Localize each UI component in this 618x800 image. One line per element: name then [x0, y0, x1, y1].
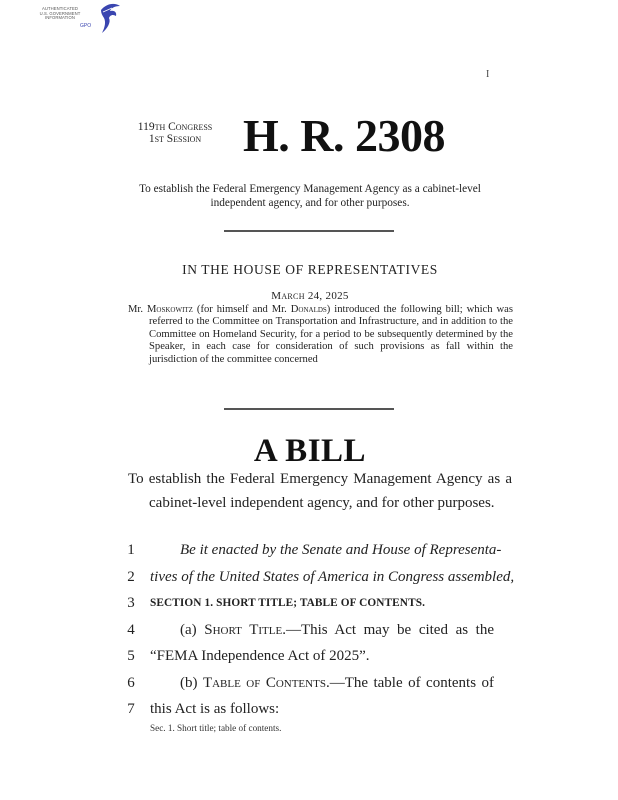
eagle-icon: [98, 2, 122, 36]
gpo-line-3: INFORMATION: [44, 15, 76, 21]
intro-middle: (for himself and Mr.: [192, 304, 291, 315]
congress-session-block: [120, 121, 230, 145]
gpo-badge-text: [20, 7, 100, 21]
divider-rule: [224, 230, 394, 232]
section-heading: SECTION 1. SHORT TITLE; TABLE OF CONTENTS.: [150, 597, 426, 609]
session-label: 1st Session: [148, 133, 202, 145]
bill-line: [124, 537, 502, 564]
line-number: 4: [127, 621, 135, 638]
cosponsor-name: Donalds: [290, 304, 327, 315]
bill-number: H. R. 2308: [243, 110, 445, 161]
bill-text-lines: [124, 537, 515, 723]
bill-line: [124, 643, 494, 670]
chamber-heading: IN THE HOUSE OF REPRESENTATIVES: [182, 262, 438, 277]
divider-rule: [224, 408, 394, 410]
toc-clause: [150, 670, 494, 697]
line-number: 5: [127, 648, 135, 664]
bill-line: [124, 617, 494, 644]
enacting-clause: Be it enacted by the Senate and House of Representa-: [180, 542, 502, 558]
subsection-marker: (b): [180, 674, 203, 691]
introduction-statement: [128, 304, 513, 366]
line-number: 6: [127, 674, 135, 691]
table-of-contents-entry: Sec. 1. Short title; table of contents.: [150, 723, 282, 733]
gpo-line-2: U.S. GOVERNMENT: [39, 10, 81, 16]
bill-line: [124, 564, 515, 591]
line-number: 7: [127, 701, 135, 717]
gpo-authentication-badge: [20, 2, 120, 38]
gpo-line-1: AUTHENTICATED: [41, 6, 79, 11]
intro-prefix: Mr.: [128, 304, 147, 315]
short-title-value: “FEMA Independence Act of 2025”.: [150, 648, 370, 664]
subsection-text: .—The table of contents of: [325, 674, 494, 691]
bill-line: [124, 696, 494, 723]
subsection-label: Short Title: [204, 621, 283, 638]
bill-purpose-summary: To establish the Federal Emergency Management Agency as a cabinet-level independent agency, and for other purposes.: [139, 183, 481, 209]
subsection-marker: (a): [180, 621, 205, 638]
subsection-text: .—This Act may be cited as the: [282, 621, 494, 638]
short-title-clause: [150, 617, 494, 644]
congress-label: 119th Congress: [137, 121, 213, 133]
bill-line: [124, 590, 494, 617]
intro-referral-text: ) introduced the following bill; which was referred to the Committee on Transportation and Infrastructure, and in addition to the Committee on Homeland Security, for a period to be subsequently determined by the Speaker, in each case for consideration of such provisions as fall within the jurisdiction of the committee concerned: [149, 304, 513, 365]
sponsor-name: Moskowitz: [146, 304, 193, 315]
introduction-date: March 24, 2025: [271, 290, 349, 302]
subsection-label: Table of Contents: [202, 674, 326, 691]
gpo-org-label: GPO: [80, 23, 92, 29]
line-number: 2: [127, 568, 135, 585]
line-number: 3: [127, 595, 135, 611]
bill-long-title: To establish the Federal Emergency Management Agency as a cabinet-level independent agency, and for other purposes.: [128, 471, 512, 511]
toc-intro-text: this Act is as follows:: [150, 701, 280, 717]
a-bill-heading: A BILL: [253, 433, 367, 469]
page-number: I: [486, 69, 490, 80]
line-number: 1: [127, 542, 135, 558]
bill-line: [124, 670, 494, 697]
enacting-clause-cont: tives of the United States of America in Congress assembled,: [150, 568, 515, 585]
